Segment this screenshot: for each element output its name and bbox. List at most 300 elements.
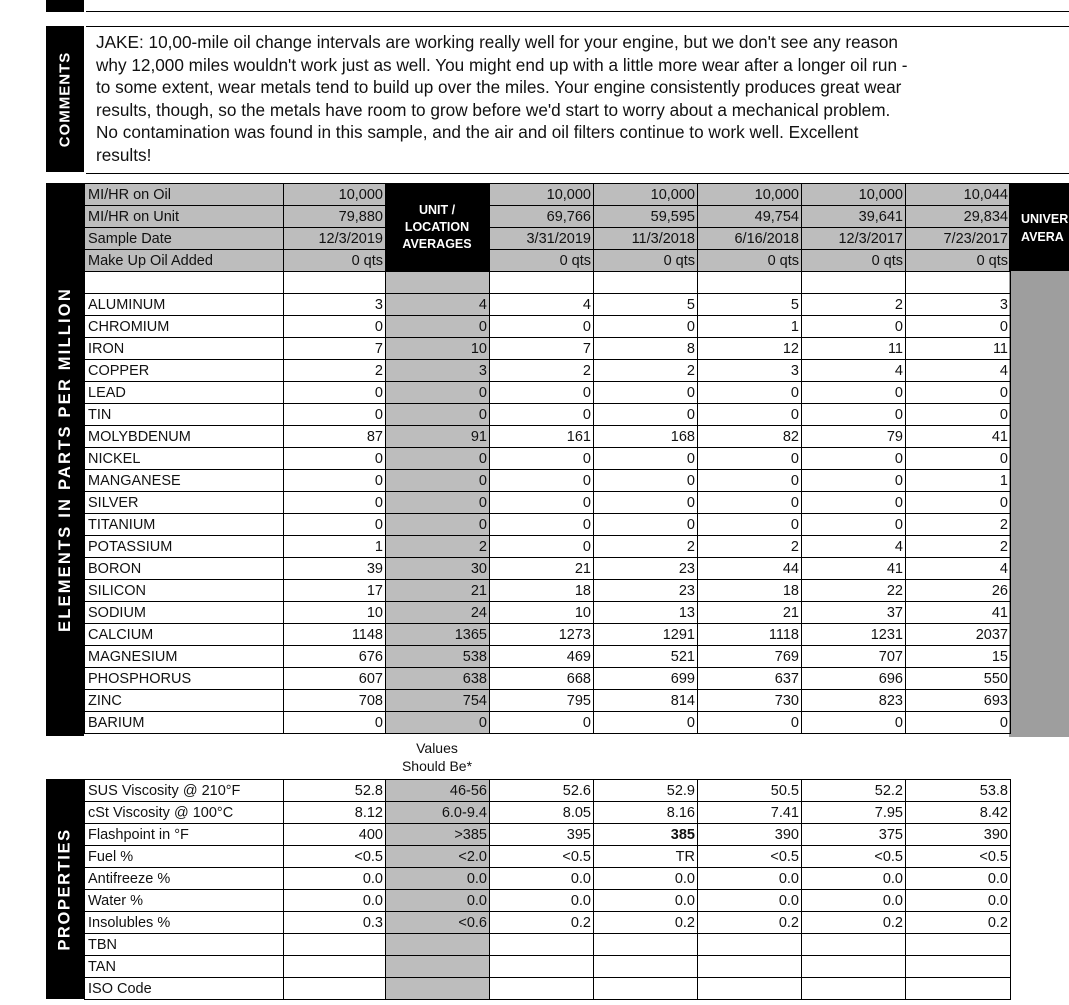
history-value: 1291	[594, 624, 698, 646]
universal-averages-header	[1009, 183, 1069, 271]
history-value: 0.0	[802, 868, 906, 890]
history-value: 3/31/2019	[490, 228, 594, 250]
history-value: 730	[698, 690, 802, 712]
unit-average-value: 10	[386, 338, 490, 360]
history-value: 52.2	[802, 780, 906, 802]
element-row	[85, 514, 1011, 536]
history-value	[490, 978, 594, 1000]
history-value: 0.2	[490, 912, 594, 934]
current-sample-value: 12/3/2019	[284, 228, 386, 250]
history-value: 0	[490, 492, 594, 514]
history-value: 0.2	[802, 912, 906, 934]
history-value: 10	[490, 602, 594, 624]
row-label: Sample Date	[85, 228, 284, 250]
property-row	[85, 912, 1011, 934]
history-value: 0.0	[490, 868, 594, 890]
history-value: 10,000	[594, 184, 698, 206]
history-value: 8	[594, 338, 698, 360]
history-value: 1	[906, 470, 1011, 492]
property-row	[85, 978, 1011, 1000]
info-row	[85, 206, 1011, 228]
property-name: Antifreeze %	[85, 868, 284, 890]
history-value: 59,595	[594, 206, 698, 228]
current-sample-value: 607	[284, 668, 386, 690]
history-value	[698, 956, 802, 978]
unit-average-value: 638	[386, 668, 490, 690]
history-value	[906, 978, 1011, 1000]
history-value: 0	[594, 404, 698, 426]
history-value: 0.2	[698, 912, 802, 934]
history-value: 0	[594, 382, 698, 404]
current-sample-value: 10,000	[284, 184, 386, 206]
history-value: 10,000	[490, 184, 594, 206]
unit-average-value: 3	[386, 360, 490, 382]
history-value: 4	[906, 360, 1011, 382]
history-value: 11	[906, 338, 1011, 360]
elements-section-title: ELEMENTS IN PARTS PER MILLION	[55, 287, 74, 632]
history-value: 5	[698, 294, 802, 316]
history-value: 2	[594, 536, 698, 558]
history-value: 21	[698, 602, 802, 624]
property-name: cSt Viscosity @ 100°C	[85, 802, 284, 824]
history-value: 0	[698, 448, 802, 470]
unit-location-averages-header	[385, 183, 489, 271]
history-value: 1231	[802, 624, 906, 646]
unit-average-value: 4	[386, 294, 490, 316]
element-row	[85, 360, 1011, 382]
current-sample-value: 0 qts	[284, 250, 386, 272]
history-value: 12	[698, 338, 802, 360]
property-name: Water %	[85, 890, 284, 912]
property-row	[85, 780, 1011, 802]
history-value: 7.41	[698, 802, 802, 824]
history-value: 82	[698, 426, 802, 448]
unit-average-value: 0	[386, 382, 490, 404]
history-value: 12/3/2017	[802, 228, 906, 250]
history-value: 823	[802, 690, 906, 712]
history-value: 4	[490, 294, 594, 316]
history-value: 2	[906, 514, 1011, 536]
element-name: MAGNESIUM	[85, 646, 284, 668]
current-sample-value: 0	[284, 316, 386, 338]
history-value: 0	[906, 316, 1011, 338]
history-value: 0	[594, 514, 698, 536]
history-value: 2037	[906, 624, 1011, 646]
element-row	[85, 470, 1011, 492]
history-value: 41	[906, 602, 1011, 624]
spacer-cell	[284, 272, 386, 294]
element-name: PHOSPHORUS	[85, 668, 284, 690]
history-value: 7/23/2017	[906, 228, 1011, 250]
history-value: 707	[802, 646, 906, 668]
history-value: 41	[802, 558, 906, 580]
history-value: 0	[802, 316, 906, 338]
history-value: 3	[906, 294, 1011, 316]
current-sample-value	[284, 934, 386, 956]
history-value: 22	[802, 580, 906, 602]
current-sample-value: <0.5	[284, 846, 386, 868]
history-value: 15	[906, 646, 1011, 668]
element-name: NICKEL	[85, 448, 284, 470]
element-name: TIN	[85, 404, 284, 426]
history-value: 4	[802, 360, 906, 382]
history-value	[594, 956, 698, 978]
history-value: 0	[698, 404, 802, 426]
history-value: 7.95	[802, 802, 906, 824]
history-value: 0 qts	[594, 250, 698, 272]
history-value: 0	[594, 470, 698, 492]
unit-average-value: 30	[386, 558, 490, 580]
comment-line: JAKE: 10,00-mile oil change intervals are working really well for your engine, but we don't see any reason	[96, 32, 898, 52]
history-value: 11	[802, 338, 906, 360]
current-sample-value: 0	[284, 448, 386, 470]
history-value: 0	[594, 316, 698, 338]
top-rule	[86, 11, 1069, 12]
history-value: 0	[802, 712, 906, 734]
element-row	[85, 316, 1011, 338]
should-be-line: Should Be*	[401, 758, 473, 774]
element-row	[85, 624, 1011, 646]
history-value: 769	[698, 646, 802, 668]
history-value: 0 qts	[906, 250, 1011, 272]
property-name: SUS Viscosity @ 210°F	[85, 780, 284, 802]
spacer-cell	[802, 272, 906, 294]
history-value	[594, 978, 698, 1000]
property-name: Flashpoint in °F	[85, 824, 284, 846]
top-section-bar	[46, 0, 84, 12]
element-row	[85, 338, 1011, 360]
comments-text	[96, 31, 1056, 166]
avg-hdr-line: LOCATION	[404, 219, 470, 234]
history-value: 0	[802, 382, 906, 404]
history-value: 0	[698, 470, 802, 492]
should-be-value	[386, 978, 490, 1000]
history-value: 0.0	[594, 868, 698, 890]
universal-averages-column	[1009, 271, 1069, 737]
row-label: MI/HR on Oil	[85, 184, 284, 206]
history-value: 44	[698, 558, 802, 580]
history-value: 29,834	[906, 206, 1011, 228]
history-value: 0.0	[906, 868, 1011, 890]
current-sample-value: 1	[284, 536, 386, 558]
history-value: 23	[594, 558, 698, 580]
history-value: 0.0	[802, 890, 906, 912]
spacer-cell	[490, 272, 594, 294]
history-value	[490, 934, 594, 956]
history-value	[906, 956, 1011, 978]
should-be-value: >385	[386, 824, 490, 846]
element-name: BORON	[85, 558, 284, 580]
element-row	[85, 580, 1011, 602]
should-be-line: Values	[416, 740, 458, 756]
history-value: 4	[802, 536, 906, 558]
univ-hdr-line: AVERA	[1021, 230, 1064, 244]
spacer-cell	[386, 272, 490, 294]
history-value: 52.9	[594, 780, 698, 802]
elements-table	[84, 183, 1011, 734]
history-value: 53.8	[906, 780, 1011, 802]
history-value: 0.2	[594, 912, 698, 934]
should-be-value	[386, 934, 490, 956]
properties-section-title: PROPERTIES	[55, 827, 74, 951]
history-value: 0	[802, 470, 906, 492]
history-value: 521	[594, 646, 698, 668]
current-sample-value: 0	[284, 382, 386, 404]
unit-average-value: 21	[386, 580, 490, 602]
history-value: 0.2	[906, 912, 1011, 934]
history-value: 52.6	[490, 780, 594, 802]
history-value: 0	[906, 382, 1011, 404]
element-name: MANGANESE	[85, 470, 284, 492]
history-value: 0.0	[698, 890, 802, 912]
unit-average-value: 1365	[386, 624, 490, 646]
history-value: 21	[490, 558, 594, 580]
property-name: ISO Code	[85, 978, 284, 1000]
info-row	[85, 228, 1011, 250]
element-row	[85, 382, 1011, 404]
history-value: 0	[490, 448, 594, 470]
history-value	[490, 956, 594, 978]
row-label: MI/HR on Unit	[85, 206, 284, 228]
should-be-value: 6.0-9.4	[386, 802, 490, 824]
history-value: TR	[594, 846, 698, 868]
should-be-value: <0.6	[386, 912, 490, 934]
element-name: COPPER	[85, 360, 284, 382]
should-be-value: 0.0	[386, 868, 490, 890]
row-label: Make Up Oil Added	[85, 250, 284, 272]
spacer-row	[85, 272, 1011, 294]
history-value: 2	[906, 536, 1011, 558]
history-value: 0.0	[906, 890, 1011, 912]
history-value: 0	[802, 514, 906, 536]
unit-average-value: 0	[386, 404, 490, 426]
history-value: 8.05	[490, 802, 594, 824]
history-value: 69,766	[490, 206, 594, 228]
current-sample-value: 0.0	[284, 868, 386, 890]
history-value: 637	[698, 668, 802, 690]
should-be-value: <2.0	[386, 846, 490, 868]
history-value: 390	[906, 824, 1011, 846]
history-value: 0 qts	[490, 250, 594, 272]
history-value: 0 qts	[698, 250, 802, 272]
unit-average-value: 0	[386, 448, 490, 470]
element-row	[85, 646, 1011, 668]
history-value: 0	[490, 514, 594, 536]
element-name: MOLYBDENUM	[85, 426, 284, 448]
current-sample-value: 7	[284, 338, 386, 360]
history-value: 161	[490, 426, 594, 448]
history-value: 5	[594, 294, 698, 316]
history-value: 0	[490, 536, 594, 558]
history-value: 0	[490, 712, 594, 734]
spacer-cell	[85, 272, 284, 294]
history-value	[698, 934, 802, 956]
unit-average-value: 0	[386, 316, 490, 338]
element-name: SILVER	[85, 492, 284, 514]
history-value: 469	[490, 646, 594, 668]
history-value: 0	[698, 492, 802, 514]
history-value: 2	[594, 360, 698, 382]
history-value: 0	[906, 404, 1011, 426]
history-value: 8.42	[906, 802, 1011, 824]
history-value: 7	[490, 338, 594, 360]
history-value	[698, 978, 802, 1000]
current-sample-value: 708	[284, 690, 386, 712]
current-sample-value: 0.0	[284, 890, 386, 912]
current-sample-value: 1148	[284, 624, 386, 646]
history-value: 8.16	[594, 802, 698, 824]
history-value: 390	[698, 824, 802, 846]
element-name: CALCIUM	[85, 624, 284, 646]
element-row	[85, 294, 1011, 316]
info-row	[85, 250, 1011, 272]
element-name: SILICON	[85, 580, 284, 602]
history-value: 1118	[698, 624, 802, 646]
current-sample-value: 0	[284, 712, 386, 734]
current-sample-value: 0	[284, 514, 386, 536]
property-name: Insolubles %	[85, 912, 284, 934]
unit-average-value: 91	[386, 426, 490, 448]
history-value: 668	[490, 668, 594, 690]
current-sample-value: 39	[284, 558, 386, 580]
current-sample-value	[284, 956, 386, 978]
element-row	[85, 690, 1011, 712]
history-value: 18	[698, 580, 802, 602]
avg-hdr-line: AVERAGES	[402, 236, 472, 251]
property-row	[85, 824, 1011, 846]
unit-average-value: 754	[386, 690, 490, 712]
element-row	[85, 712, 1011, 734]
history-value: 395	[490, 824, 594, 846]
history-value: 41	[906, 426, 1011, 448]
current-sample-value: 8.12	[284, 802, 386, 824]
current-sample-value: 10	[284, 602, 386, 624]
history-value: 375	[802, 824, 906, 846]
history-value	[802, 934, 906, 956]
current-sample-value: 3	[284, 294, 386, 316]
history-value: 0	[802, 404, 906, 426]
history-value: 795	[490, 690, 594, 712]
comments-bar	[46, 26, 84, 172]
univ-hdr-line: UNIVER	[1021, 212, 1069, 226]
element-row	[85, 448, 1011, 470]
unit-average-value: 2	[386, 536, 490, 558]
info-row	[85, 184, 1011, 206]
history-value: 39,641	[802, 206, 906, 228]
element-row	[85, 404, 1011, 426]
current-sample-value: 2	[284, 360, 386, 382]
history-value: 0	[802, 448, 906, 470]
history-value: 18	[490, 580, 594, 602]
history-value: 0	[490, 470, 594, 492]
property-row	[85, 890, 1011, 912]
spacer-cell	[906, 272, 1011, 294]
unit-average-value: 538	[386, 646, 490, 668]
history-value: 0	[490, 316, 594, 338]
history-value: 2	[802, 294, 906, 316]
history-value: 0	[906, 448, 1011, 470]
current-sample-value: 676	[284, 646, 386, 668]
element-row	[85, 668, 1011, 690]
history-value: 0	[594, 492, 698, 514]
current-sample-value: 87	[284, 426, 386, 448]
comments-section-title: COMMENTS	[56, 51, 74, 147]
history-value: 6/16/2018	[698, 228, 802, 250]
history-value: 0	[490, 404, 594, 426]
history-value: 3	[698, 360, 802, 382]
element-name: ZINC	[85, 690, 284, 712]
history-value: 0	[906, 712, 1011, 734]
property-name: TAN	[85, 956, 284, 978]
comment-line: results!	[96, 144, 152, 165]
history-value: 10,000	[698, 184, 802, 206]
current-sample-value: 0	[284, 470, 386, 492]
element-row	[85, 602, 1011, 624]
element-row	[85, 426, 1011, 448]
history-value	[802, 956, 906, 978]
history-value: 26	[906, 580, 1011, 602]
history-value: <0.5	[698, 846, 802, 868]
unit-average-value: 0	[386, 492, 490, 514]
element-name: SODIUM	[85, 602, 284, 624]
history-value: <0.5	[906, 846, 1011, 868]
history-value: 0	[594, 712, 698, 734]
spacer-cell	[698, 272, 802, 294]
properties-bar	[46, 779, 84, 999]
property-row	[85, 802, 1011, 824]
history-value: 168	[594, 426, 698, 448]
property-row	[85, 934, 1011, 956]
history-value: 693	[906, 690, 1011, 712]
element-row	[85, 536, 1011, 558]
current-sample-value	[284, 978, 386, 1000]
history-value: 0.0	[490, 890, 594, 912]
unit-average-value: 0	[386, 470, 490, 492]
current-sample-value: 0	[284, 492, 386, 514]
history-value: 4	[906, 558, 1011, 580]
element-name: POTASSIUM	[85, 536, 284, 558]
history-value: 11/3/2018	[594, 228, 698, 250]
history-value: 814	[594, 690, 698, 712]
element-name: TITANIUM	[85, 514, 284, 536]
element-name: LEAD	[85, 382, 284, 404]
element-name: ALUMINUM	[85, 294, 284, 316]
current-sample-value: 52.8	[284, 780, 386, 802]
property-row	[85, 846, 1011, 868]
history-value: 23	[594, 580, 698, 602]
comment-line: No contamination was found in this sample, and the air and oil filters continue to work well. Excellent	[96, 122, 859, 142]
history-value: <0.5	[490, 846, 594, 868]
history-value: 37	[802, 602, 906, 624]
property-row	[85, 868, 1011, 890]
unit-average-value: 24	[386, 602, 490, 624]
spacer-cell	[594, 272, 698, 294]
element-name: CHROMIUM	[85, 316, 284, 338]
history-value: <0.5	[802, 846, 906, 868]
history-value: 10,000	[802, 184, 906, 206]
history-value: 0	[906, 492, 1011, 514]
history-value: 550	[906, 668, 1011, 690]
history-value: 49,754	[698, 206, 802, 228]
current-sample-value: 79,880	[284, 206, 386, 228]
history-value: 385	[594, 824, 698, 846]
current-sample-value: 0.3	[284, 912, 386, 934]
history-value: 10,044	[906, 184, 1011, 206]
element-row	[85, 492, 1011, 514]
should-be-value	[386, 956, 490, 978]
history-value: 2	[490, 360, 594, 382]
element-name: BARIUM	[85, 712, 284, 734]
